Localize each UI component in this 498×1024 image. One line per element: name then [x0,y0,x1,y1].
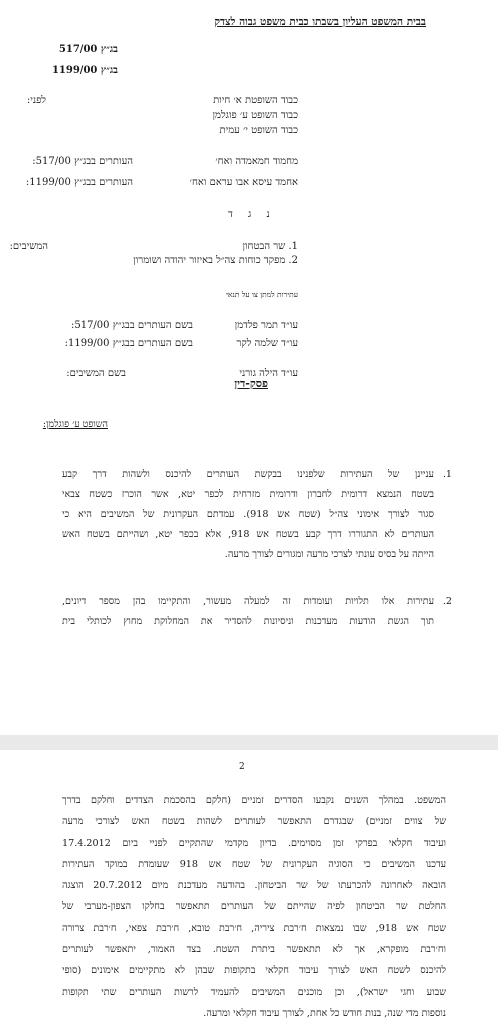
paragraph-line: שטח אש 918, שבו נמצאות ח׳רבת ציריה, ח׳רבת טובא, ח׳רבת צפאי, ח׳רבת צרורה [62,922,446,934]
counsel-value-2: עו״ד שלמה לקר [236,338,298,349]
paragraph-line: וח׳רבת מופקרא, אך לא תתאפשר ביתרת השטח. בצד האמור, יתאפשר לעותרים [62,944,446,956]
paragraph-number: 2. [442,596,452,607]
paragraph-line: תוך הגשת הודעות מעדכנות וניסיונות להסדיר את המחלוקת מחוץ לכותלי בית [62,616,435,627]
judge-2: כבוד השופט ע׳ פוגלמן [212,110,298,121]
paragraph-line: להיכנס לשטח האש לצורך עיבוד חקלאי בתקופות שבהן לא מתקיימים אימונים (סופי [62,965,446,977]
counsel-label-3: בשם המשיבים: [66,368,126,379]
paragraph-line: סגור לצורך אימוני צה״ל (שטח אש 918). עמדתם העקרונית של המשיבים היא כי [62,509,434,520]
paragraph-line: של צווים זמניים) שבגדרם התאפשר לעותרים לשהות בשטח האש לצורכי מרעה [62,816,446,828]
document-page-2 [0,750,498,1024]
paragraph-line: שבוע וחגי ישראל), וכן מוכנים המשיבים להעמיד לרשות העותרים שתי תקופות [62,986,446,998]
paragraph-1 [62,465,452,565]
paragraph-line: עניינן של העתירות שלפנינו בבקשת העותרים להיכנס ולשהות דרך קבע [62,469,434,480]
respondent-1: 1. שר הבטחון [242,241,298,252]
paragraph-line: עדכנו המשיבים כי הסוגיה העקרונית של שטח אש 918 שעומדת במוקד העתירות [62,858,447,870]
paragraph-line: העותרים לא התגוררו דרך קבע בשטח אש 918, אלא בכפר יטא, ושהייתם בשטח האש [62,529,434,540]
paragraph-line: הייתה על בסיס עונתי לצרכי מרעה ומגורים לצורך מרעה. [224,549,434,560]
judgment-title: פסק-דין [234,377,268,390]
before-label: לפני: [26,95,46,106]
paragraph-continuation [62,790,446,1024]
counsel-label-1: בשם העותרים בבג״ץ 517/00: [70,320,193,331]
procedure-note: עתירות למתן צו על תנאי [225,290,298,299]
paragraph-line: המשפט. במהלך השנים נקבעו הסדרים זמניים (חלקם בהסכמת הצדדים וחלקם בדרך [62,795,446,806]
page-number: 2 [239,762,245,772]
paragraph-line: הובאה לאחרונה להכרעתו של שר הביטחון. בהודעה מעדכנת מיום 20.7.2012 הוצגה [62,880,447,892]
paragraph-line: החלטת שר הביטחון לפיה שהייתם של העותרים תתאפשר בחלקו הצפון-מערבי של [62,901,446,913]
paragraph-line: עתירות אלו תלויות ועומדות זה למעלה מעשור, והתקיימו בהן מספר דיונים, [62,596,434,607]
petitioners-value-2: אחמד עיסא אבו עראם ואח׳ [189,177,298,188]
judge-1: כבוד השופטת א׳ חיות [213,95,298,106]
judge-3: כבוד השופט י׳ עמית [219,125,298,136]
paragraph-number: 1. [442,469,452,480]
petitioners-label-2: העותרים בבג״ץ 1199/00: [25,177,133,188]
court-header: בבית המשפט העליון בשבתו כבית משפט גבוה לצדק [214,16,426,28]
counsel-value-3: עו״ד הילה גורני [239,368,298,379]
counsel-label-2: בשם העותרים בבג״ץ 1199/00: [64,338,193,349]
paragraph-line: נוספות מדי שנה, בנות חודש כל אחת, לצורך עיבוד חקלאי ומרעה. [203,1007,446,1019]
paragraph-line: ועיבוד חקלאי בפרקי זמן מסוימים. בדיון מקדמי שהתקיים לפניי ביום 17.4.2012 [62,837,446,849]
case-number-2: בג״ץ 1199/00 [51,65,118,76]
petitioners-label-1: העותרים בבג״ץ 517/00: [32,156,133,167]
judge-heading: השופט ע׳ פוגלמן: [42,419,108,430]
counsel-value-1: עו״ד תמר פלדמן [234,320,298,331]
versus-label: נ ג ד [228,209,276,220]
respondents-label: המשיבים: [9,241,48,252]
respondent-2: 2. מפקד כוחות צה״ל באיזור יהודה ושומרון [133,255,298,266]
paragraph-2 [62,592,452,632]
case-number-1: בג״ץ 517/00 [58,44,118,55]
petitioners-value-1: מחמוד חמאמדה ואח׳ [215,156,298,167]
paragraph-line: בשטח הנמצא דרומית לחברון ודרומית מזרחית לכפר יטא, אשר הוכרז כשטח צבאי [62,489,434,500]
